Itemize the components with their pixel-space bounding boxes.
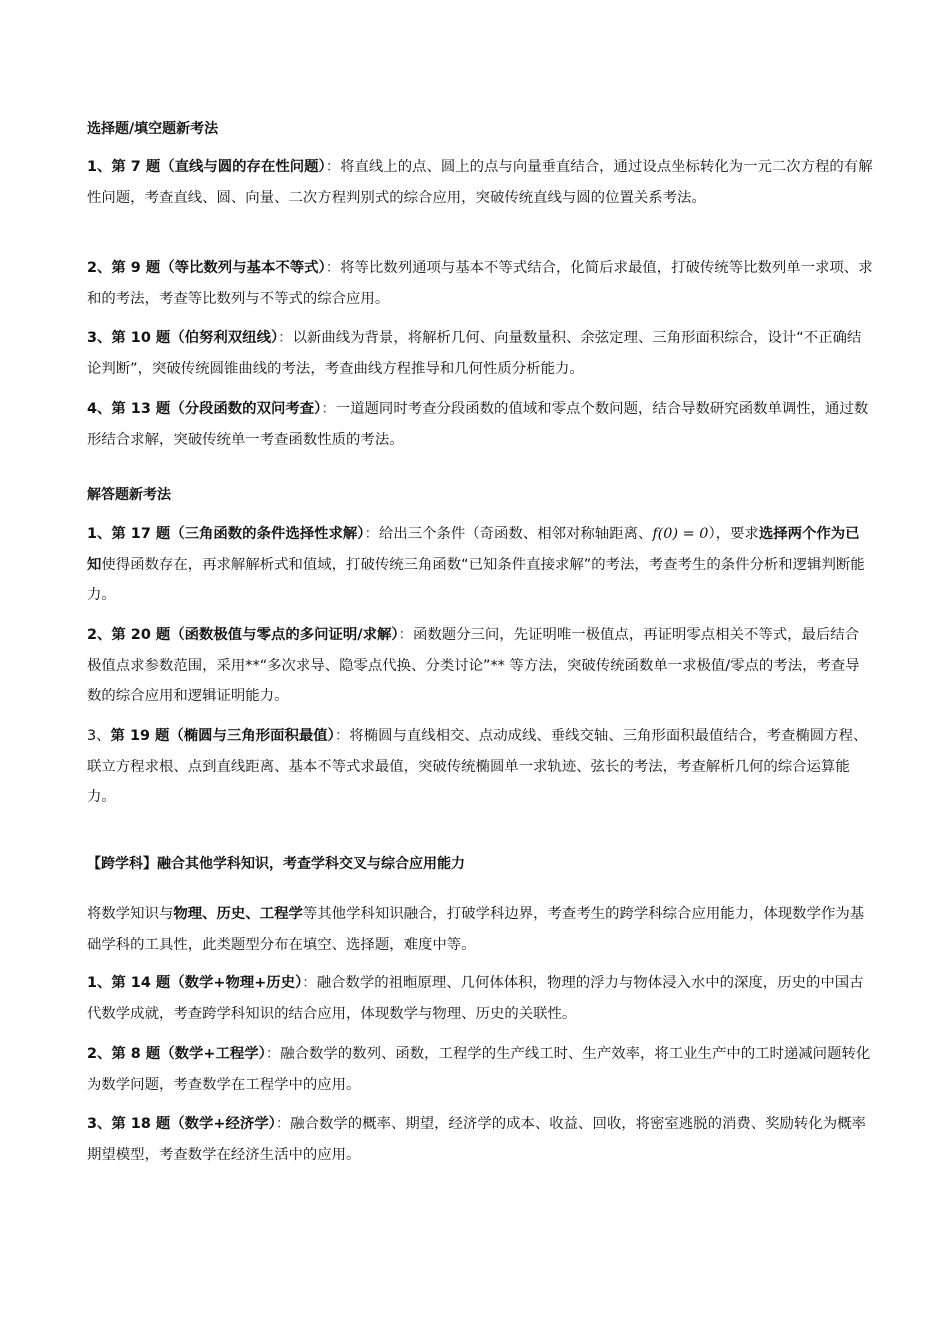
item-separator: ： bbox=[265, 1046, 281, 1062]
item-lead: 1、第 14 题（数学+物理+历史） bbox=[87, 975, 303, 991]
section-heading-choice-fill: 选择题/填空题新考法 bbox=[87, 121, 219, 137]
paragraph-item bbox=[87, 323, 873, 384]
paragraph-item bbox=[87, 1039, 873, 1100]
item-separator: ： bbox=[275, 1116, 291, 1132]
item-lead: 2、第 8 题（数学+工程学） bbox=[87, 1046, 266, 1062]
item-body: 函数题分三问，先证明唯一极值点，再证明零点相关不等式，最后结合极值点求参数范围，采用**“多次求导、隐零点代换、分类讨论”** 等方法，突破传统函数单一求极值/零点的考法，考查导数的综合应用和逻辑证明能力。 bbox=[87, 627, 860, 705]
item-lead: 2、第 20 题（函数极值与零点的多问证明/求解） bbox=[87, 627, 399, 643]
item-separator: ： bbox=[325, 260, 341, 276]
paragraph-item bbox=[87, 519, 873, 611]
item-separator: ： bbox=[398, 627, 413, 643]
section-heading-cross-discipline: 【跨学科】融合其他学科知识，考查学科交叉与综合应用能力 bbox=[87, 856, 465, 872]
item-body: 将等比数列通项与基本不等式结合，化简后求最值，打破传统等比数列单一求项、求和的考法，考查等比数列与不等式的综合应用。 bbox=[87, 260, 873, 307]
paragraph-item bbox=[87, 620, 873, 712]
paragraph-item bbox=[87, 1109, 873, 1170]
item-body: 给出三个条件（奇函数、相邻对称轴距离、 bbox=[378, 526, 653, 542]
paragraph-item bbox=[87, 152, 873, 213]
item-body: 将直线上的点、圆上的点与向量垂直结合，通过设点坐标转化为一元二次方程的有解性问题，考查直线、圆、向量、二次方程判别式的综合应用，突破传统直线与圆的位置关系考法。 bbox=[87, 159, 873, 206]
intro-text: 等其他学科知识融合，打破学科边界，考查考生的跨学科综合应用能力，体现数学作为基础学科的工具性，此类题型分布在填空、选择题，难度中等。 bbox=[87, 906, 865, 953]
item-body: 融合数学的数列、函数，工程学的生产线工时、生产效率，将工业生产中的工时递减问题转化为数学问题，考查数学在工程学中的应用。 bbox=[87, 1046, 871, 1093]
item-lead: 1、第 17 题（三角函数的条件选择性求解） bbox=[87, 526, 365, 542]
item-separator: ： bbox=[325, 159, 341, 175]
item-body: 将椭圆与直线相交、点动成线、垂线交轴、三角形面积最值结合，考查椭圆方程、联立方程求根、点到直线距离、基本不等式求最值，突破传统椭圆单一求轨迹、弦长的考法，考查解析几何的综合运算能力。 bbox=[87, 728, 868, 806]
item-lead: 4、第 13 题（分段函数的双问考查） bbox=[87, 401, 322, 417]
math-expression: f(0) = 0 bbox=[652, 526, 709, 542]
item-body: 使得函数存在，再求解解析式和值域，打破传统三角函数“已知条件直接求解”的考法，考查考生的条件分析和逻辑判断能力。 bbox=[87, 556, 865, 604]
item-body: 融合数学的概率、期望，经济学的成本、收益、回收，将密室逃脱的消费、奖励转化为概率期望模型，考查数学在经济生活中的应用。 bbox=[87, 1116, 866, 1163]
paragraph-item bbox=[87, 394, 873, 455]
item-body: ），要求 bbox=[708, 526, 759, 542]
item-lead: 1、第 7 题（直线与圆的存在性问题） bbox=[87, 159, 326, 175]
item-number: 3、 bbox=[87, 728, 111, 744]
intro-text: 将数学知识与 bbox=[87, 906, 174, 922]
item-lead: 第 19 题（椭圆与三角形面积最值） bbox=[110, 728, 335, 744]
item-separator: ： bbox=[364, 526, 379, 542]
item-lead: 2、第 9 题（等比数列与基本不等式） bbox=[87, 260, 326, 276]
item-body: 融合数学的祖暅原理、几何体体积，物理的浮力与物体浸入水中的深度，历史的中国古代数学成就，考查跨学科知识的结合应用，体现数学与物理、历史的关联性。 bbox=[87, 975, 864, 1022]
paragraph-item bbox=[87, 253, 873, 314]
item-lead: 3、第 10 题（伯努利双纽线） bbox=[87, 330, 279, 346]
item-body: 以新曲线为背景，将解析几何、向量数量积、余弦定理、三角形面积综合，设计“不正确结论判断”，突破传统圆锥曲线的考法，考查曲线方程推导和几何性质分析能力。 bbox=[87, 330, 862, 377]
paragraph-item bbox=[87, 968, 873, 1029]
emphasis-text: 物理、历史、工程学 bbox=[173, 906, 303, 922]
paragraph-intro bbox=[87, 899, 873, 960]
emphasis-text: 选择两个作为已知 bbox=[87, 526, 860, 573]
item-separator: ： bbox=[302, 975, 317, 991]
paragraph-item bbox=[87, 721, 873, 813]
item-separator: ： bbox=[278, 330, 293, 346]
section-heading-answer: 解答题新考法 bbox=[87, 487, 171, 503]
item-separator: ： bbox=[334, 728, 350, 744]
item-separator: ： bbox=[321, 401, 336, 417]
item-lead: 3、第 18 题（数学+经济学） bbox=[87, 1116, 276, 1132]
item-body: 一道题同时考查分段函数的值域和零点个数问题，结合导数研究函数单调性，通过数形结合求解，突破传统单一考查函数性质的考法。 bbox=[87, 401, 869, 448]
